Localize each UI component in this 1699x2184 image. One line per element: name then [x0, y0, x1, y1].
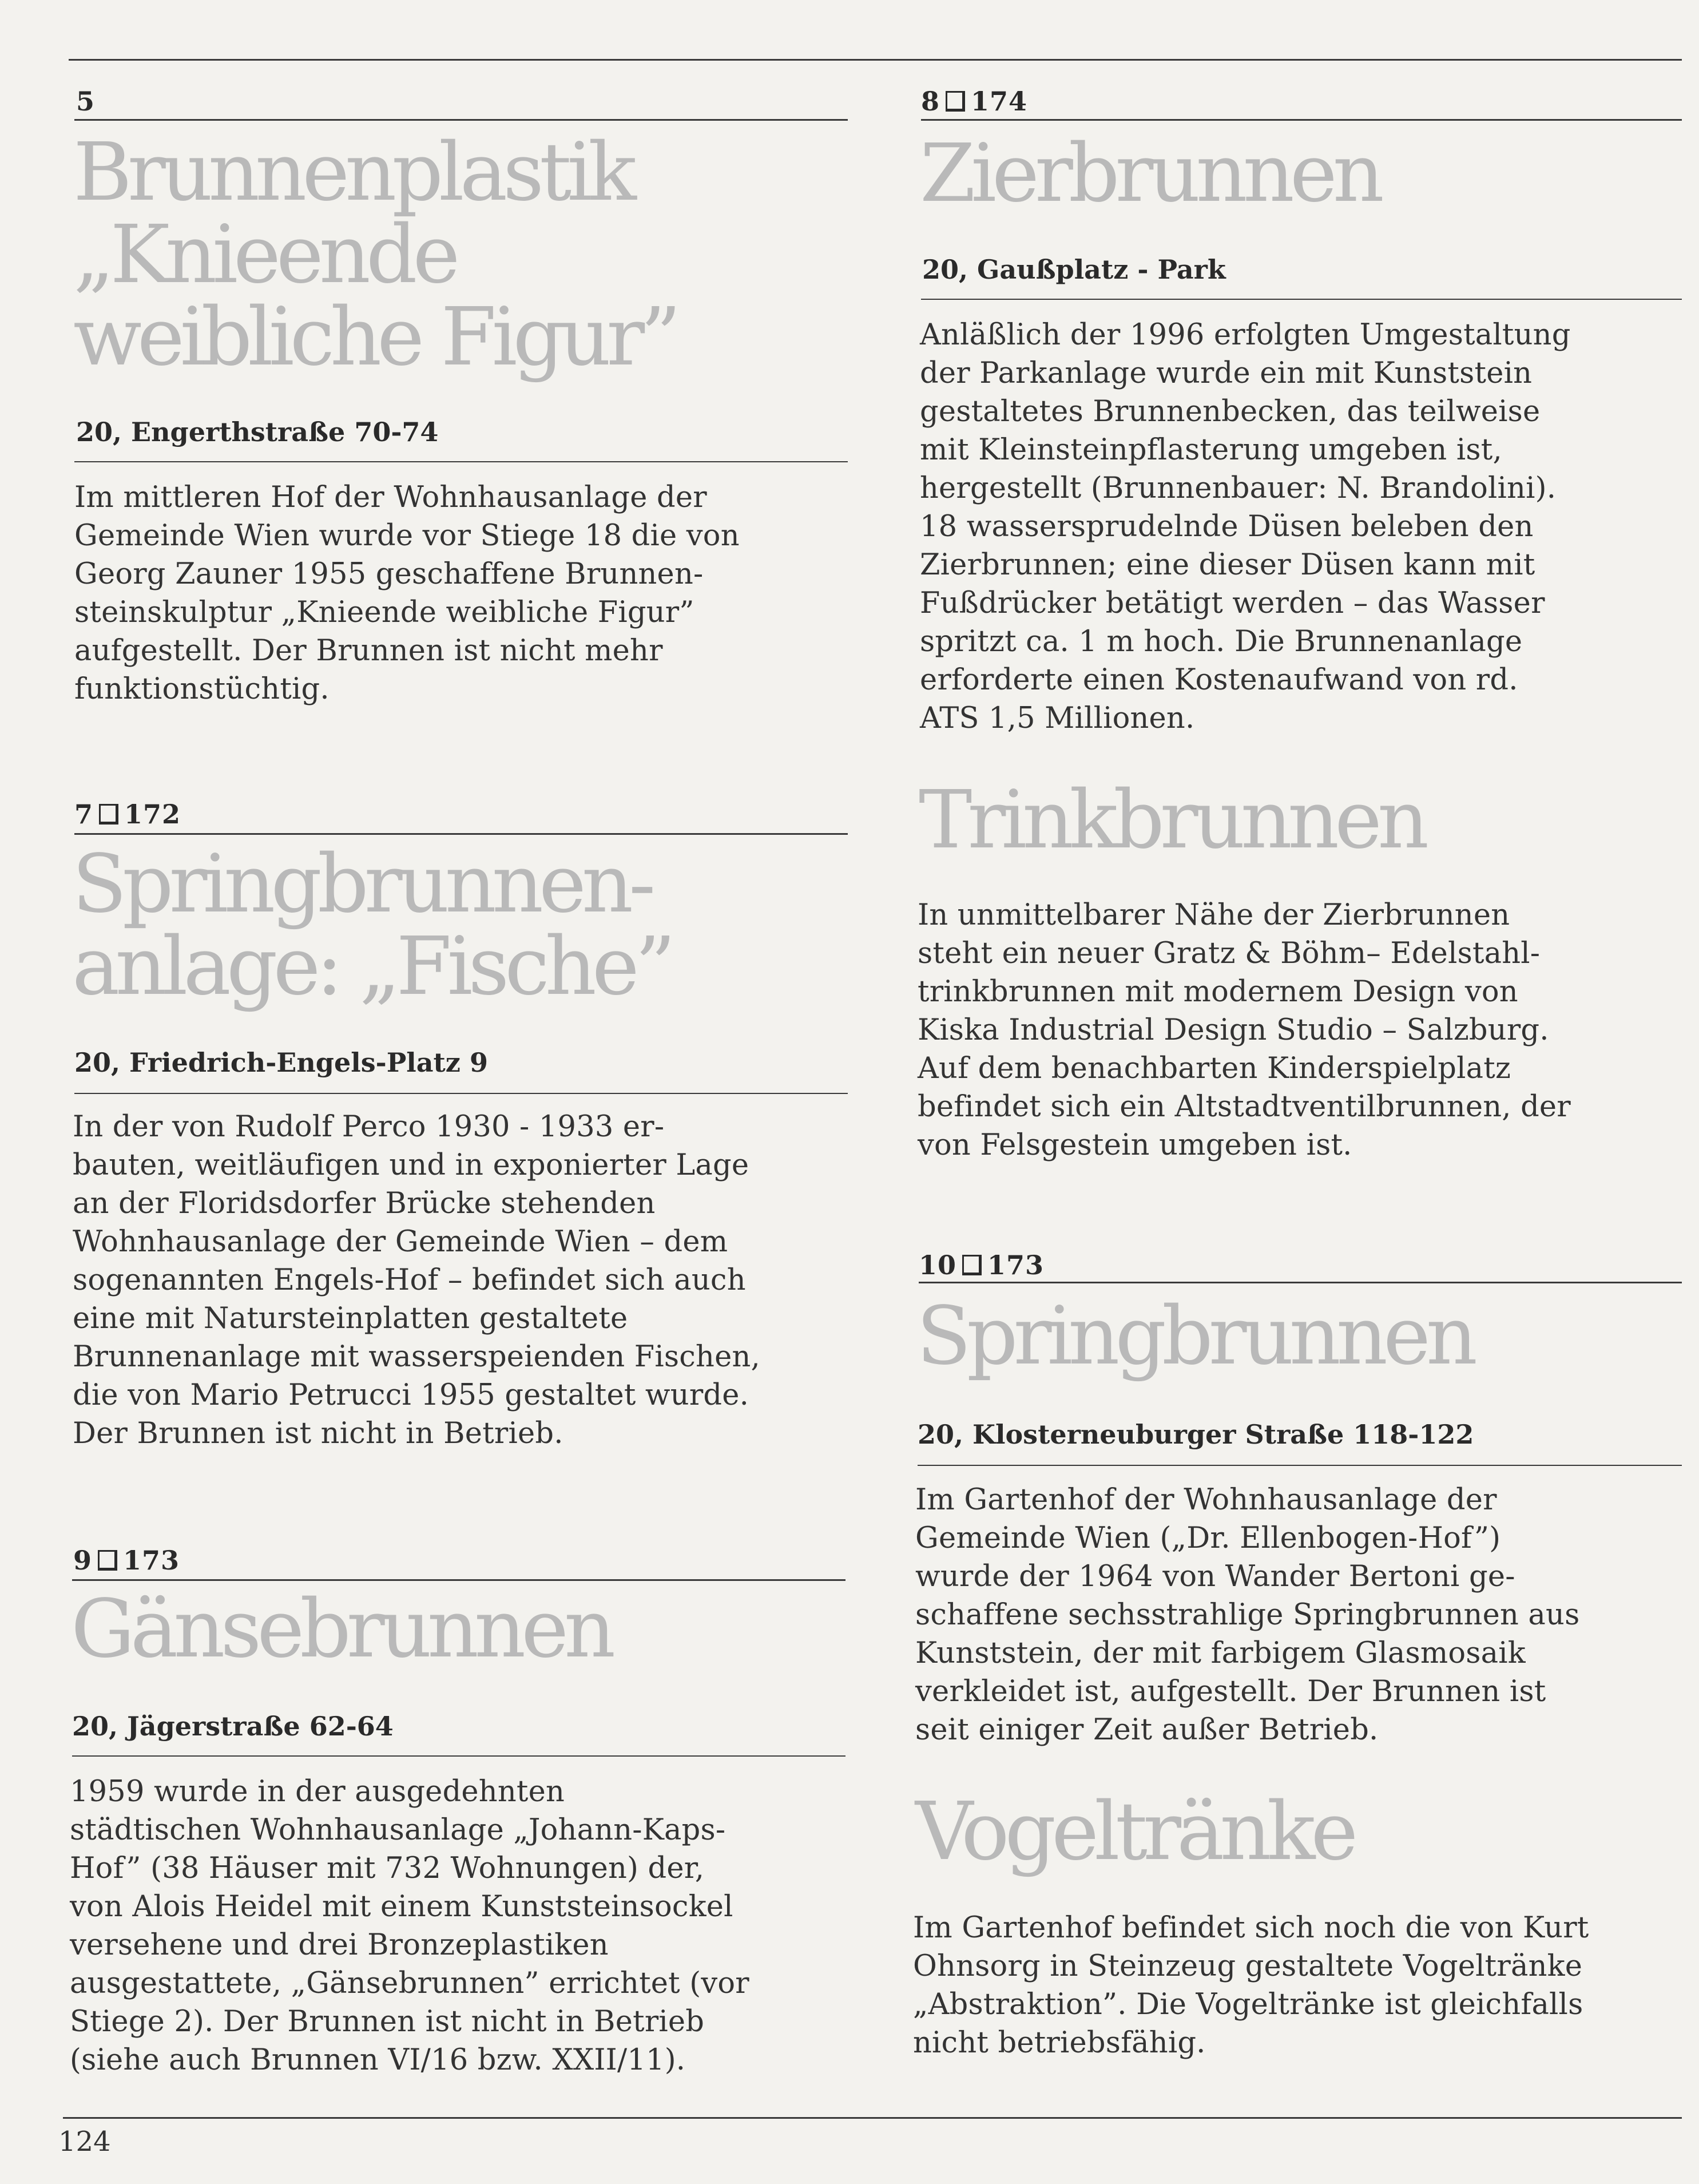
- entry-text: 1959 wurde in der ausgedehnten städtischen Wohnhausanlage „Johann-Kaps- Hof” (38 Häuser mit 732 Wohnungen) der, von Alois Heidel mit einem Kunststeinsockel versehene und drei Bronzeplastiken ausgestattete, „Gänsebrunnen” errichtet (vor Stiege 2). Der Brunnen ist nicht in Betrieb (siehe auch Brunnen VI/16 bzw. XXII/11).: [70, 1775, 749, 2077]
- address-rule: [74, 461, 848, 462]
- address-rule: [921, 299, 1682, 300]
- entry-text: Im mittleren Hof der Wohnhausanlage der Gemeinde Wien wurde vor Stiege 18 die von Georg Zauner 1955 geschaffene Brunnen- steinskulptur „Knieende weibliche Figur” aufgestellt. Der Brunnen ist nicht mehr funktionstüchtig.: [74, 481, 740, 706]
- entry-reference: 174: [971, 86, 1028, 117]
- entry-rule: [74, 119, 848, 121]
- entry-title: Brunnenplastik „Knieende weibliche Figur”: [73, 126, 677, 384]
- reference-box-icon: [98, 1550, 117, 1571]
- entry-number: [921, 86, 1027, 117]
- entry-rule: [919, 1282, 1682, 1283]
- entry-number: [74, 799, 181, 830]
- entry-number: [919, 1250, 1044, 1281]
- entry-address: 20, Klosterneuburger Straße 118-122: [918, 1419, 1474, 1450]
- entry-number: [76, 86, 95, 117]
- address-rule: [72, 1755, 845, 1757]
- entry-text: Im Gartenhof befindet sich noch die von Kurt Ohnsorg in Steinzeug gestaltete Vogeltränke „Abstraktion”. Die Vogeltränke ist gleichfalls nicht betriebsfähig.: [913, 1911, 1589, 2060]
- reference-box-icon: [946, 91, 965, 112]
- top-rule: [69, 59, 1682, 61]
- entry-rule: [921, 119, 1682, 121]
- reference-box-icon: [962, 1255, 982, 1275]
- entry-number-text: 10: [919, 1250, 957, 1281]
- entry-title: Springbrunnen: [916, 1290, 1474, 1383]
- entry-text: In unmittelbarer Nähe der Zierbrunnen steht ein neuer Gratz & Böhm– Edelstahl- trinkbrunnen mit modernem Design von Kiska Industrial Design Studio – Salzburg. Auf dem benachbarten Kinderspielplatz befindet sich ein Altstadtventilbrunnen, der von Felsgestein umgeben ist.: [918, 898, 1571, 1162]
- entry-title: Trinkbrunnen: [919, 774, 1425, 867]
- entry-title: Vogeltränke: [915, 1785, 1354, 1878]
- bottom-rule: [63, 2117, 1682, 2119]
- entry-address: 20, Gaußplatz - Park: [922, 254, 1226, 285]
- reference-box-icon: [99, 804, 118, 825]
- entry-title: Gänsebrunnen: [71, 1583, 612, 1676]
- entry-number: [73, 1545, 180, 1576]
- entry-reference: 173: [123, 1545, 180, 1576]
- entry-address: 20, Engerthstraße 70-74: [76, 417, 439, 447]
- entry-title: Springbrunnen- anlage: „Fische”: [72, 838, 672, 1013]
- entry-reference: 172: [124, 799, 181, 830]
- entry-text: Anläßlich der 1996 erfolgten Umgestaltung der Parkanlage wurde ein mit Kunststein gestaltetes Brunnenbecken, das teilweise mit Kleinsteinpflasterung umgeben ist, hergestellt (Brunnenbauer: N. Brandolini). 18 wassersprudelnde Düsen beleben den Zierbrunnen; eine dieser Düsen kann mit Fußdrücker betätigt werden – das Wasser spritzt ca. 1 m hoch. Die Brunnenanlage erforderte einen Kostenaufwand von rd. ATS 1,5 Millionen.: [920, 318, 1571, 735]
- entry-number-text: 7: [74, 799, 94, 830]
- entry-reference: 173: [987, 1250, 1045, 1281]
- entry-title: Zierbrunnen: [920, 127, 1380, 220]
- address-rule: [74, 1093, 848, 1094]
- address-rule: [918, 1465, 1682, 1466]
- page-number: 124: [58, 2126, 111, 2158]
- entry-number-text: 9: [73, 1545, 93, 1576]
- entry-text: Im Gartenhof der Wohnhausanlage der Gemeinde Wien („Dr. Ellenbogen-Hof”) wurde der 1964 von Wander Bertoni ge- schaffene sechsstrahlige Springbrunnen aus Kunststein, der mit farbigem Glasmosaik verkleidet ist, aufgestellt. Der Brunnen ist seit einiger Zeit außer Betrieb.: [915, 1483, 1580, 1747]
- entry-rule: [74, 833, 848, 835]
- entry-number-text: 8: [921, 86, 940, 117]
- entry-text: In der von Rudolf Perco 1930 - 1933 er- bauten, weitläufigen und in exponierter Lage an der Floridsdorfer Brücke stehenden Wohnhausanlage der Gemeinde Wien – dem sogenannten Engels-Hof – befindet sich auch eine mit Natursteinplatten gestaltete Brunnenanlage mit wasserspeienden Fischen, die von Mario Petrucci 1955 gestaltet wurde. Der Brunnen ist nicht in Betrieb.: [73, 1110, 760, 1450]
- entry-address: 20, Friedrich-Engels-Platz 9: [74, 1047, 488, 1078]
- entry-number-text: 5: [76, 86, 96, 117]
- entry-address: 20, Jägerstraße 62-64: [72, 1711, 394, 1742]
- entry-rule: [72, 1579, 845, 1581]
